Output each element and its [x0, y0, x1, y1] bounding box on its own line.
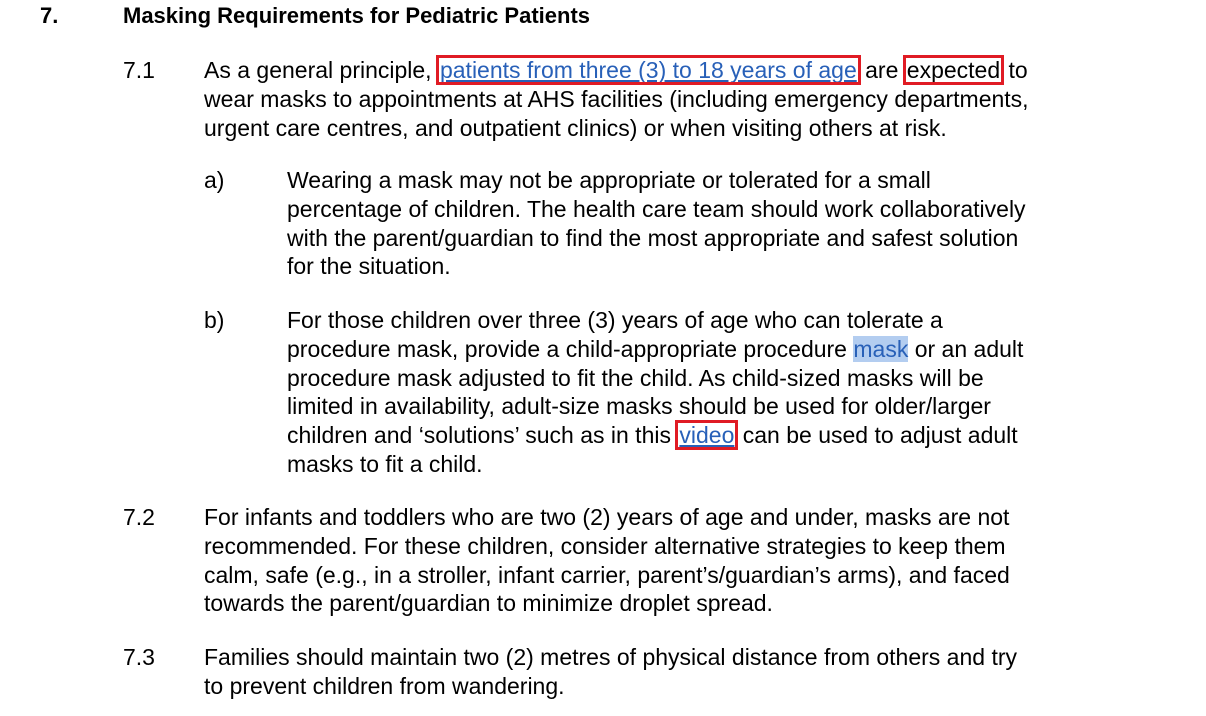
clause-number-7-1: 7.1 [123, 57, 155, 83]
subclause-label-b: b) [204, 307, 225, 333]
expected-term-highlight: expected [906, 57, 1001, 83]
text-span: to [1002, 57, 1028, 83]
subclause-a-line-2: percentage of children. The health care team should work collaboratively [287, 195, 1026, 222]
clause-7-3-line-2: to prevent children from wandering. [204, 672, 565, 699]
subclause-b-line-2 [287, 335, 1023, 364]
clause-7-2-line-4: towards the parent/guardian to minimize droplet spread. [204, 590, 773, 617]
subclause-a-text [287, 166, 1026, 281]
text-span: procedure mask, provide a child-appropriate procedure [287, 335, 854, 362]
clause-7-3-line-1: Families should maintain two (2) metres of physical distance from others and try [204, 644, 1017, 670]
subclause-b-line-4: limited in availability, adult-size masks should be used for older/larger [287, 393, 991, 420]
clause-7-1-line-3: urgent care centres, and outpatient clinics) or when visiting others at risk. [204, 114, 947, 141]
subclause-b-line-5 [287, 421, 1023, 450]
age-range-link[interactable]: patients from three (3) to 18 years of age [439, 57, 857, 83]
clause-7-3-text [204, 643, 1017, 701]
subclause-a-line-1: Wearing a mask may not be appropriate or tolerated for a small [287, 167, 931, 193]
text-span: or an adult [908, 335, 1024, 362]
subclause-a-line-3: with the parent/guardian to find the most appropriate and safest solution [287, 224, 1019, 251]
clause-7-2-text [204, 503, 1010, 618]
subclause-b-text [287, 306, 1023, 479]
clause-7-2-line-2: recommended. For these children, consider alternative strategies to keep them [204, 532, 1006, 559]
subclause-b-line-1: For those children over three (3) years of age who can tolerate a [287, 307, 943, 333]
clause-number-7-2: 7.2 [123, 504, 155, 530]
subclause-label-a: a) [204, 167, 225, 193]
clause-7-1-text [204, 56, 1029, 142]
subclause-a-line-4: for the situation. [287, 253, 451, 280]
text-span: can be used to adjust adult [736, 422, 1018, 449]
subclause-b-line-3: procedure mask adjusted to fit the child. As child-sized masks will be [287, 364, 984, 391]
clause-7-2-line-3: calm, safe (e.g., in a stroller, infant carrier, parent’s/guardian’s arms), and faced [204, 561, 1010, 588]
text-span: children and ‘solutions’ such as in this [287, 422, 678, 449]
clause-7-1-line-1 [204, 56, 1029, 85]
video-link[interactable]: video [679, 422, 735, 449]
clause-7-1-line-2: wear masks to appointments at AHS facilities (including emergency departments, [204, 85, 1029, 112]
clause-7-2-line-1: For infants and toddlers who are two (2) years of age and under, masks are not [204, 504, 1010, 530]
section-number: 7. [40, 3, 59, 28]
section-title: Masking Requirements for Pediatric Patients [123, 3, 591, 28]
mask-selection-highlight: mask [853, 335, 909, 362]
text-span: As a general principle, [204, 57, 438, 83]
text-span: are [858, 57, 905, 83]
clause-number-7-3: 7.3 [123, 644, 155, 670]
subclause-b-line-6: masks to fit a child. [287, 450, 483, 477]
